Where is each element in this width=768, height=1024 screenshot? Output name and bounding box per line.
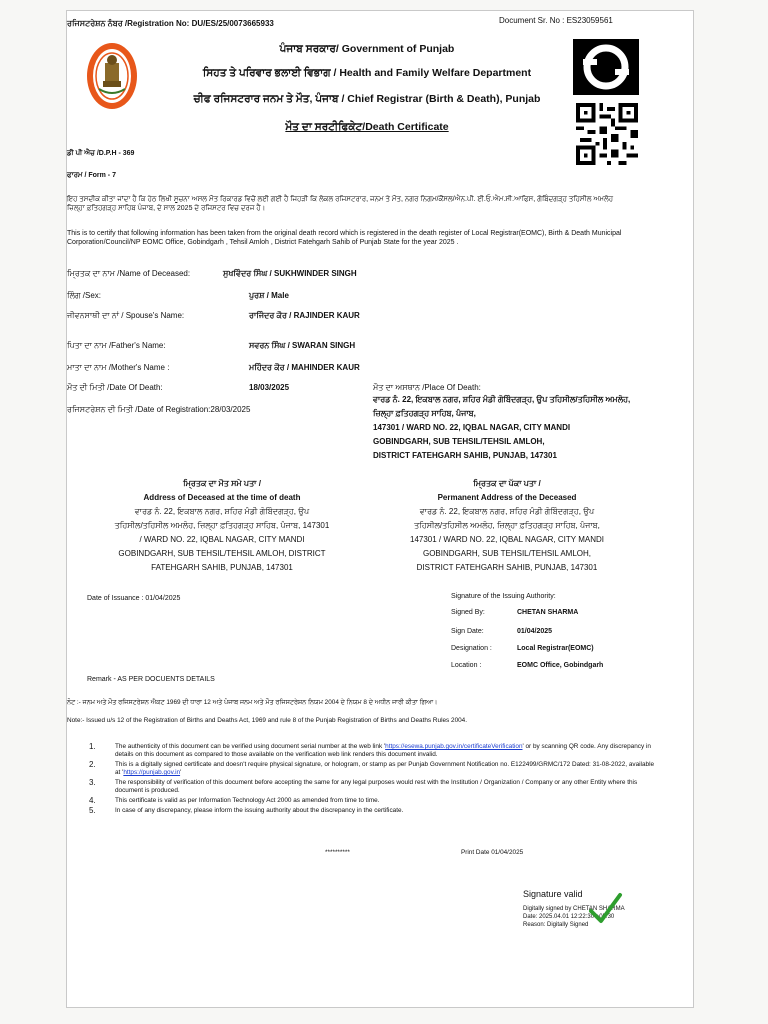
registration-number: ਰਜਿਸਟਰੇਸ਼ਨ ਨੰਬਰ /Registration No: DU/ES/25/0073665933: [67, 19, 274, 28]
intro-english: This is to certify that following information has been taken from the original death record which is registered in the death register of Local Registrar(EOMC), Birth & Death Municipal Corporation/Council/NP EOMC Office, Gobindgarh , Tehsil Amloh , District Fatehgarh Sahib of Punjab State for the year 2025 .: [67, 230, 622, 246]
disclaimer-text: The responsibility of verification of this document before accepting the same for any legal purposes would rest with the Institution / Organization / Company or any other Entity where this document is produced.: [115, 779, 638, 794]
disclaimer-number: 1.: [89, 742, 96, 751]
date-of-registration: ਰਜਿਸਟਰੇਸ਼ਨ ਦੀ ਮਿਤੀ /Date of Registration:28/03/2025: [67, 405, 251, 414]
permanent-address: ਮ੍ਰਿਤਕ ਦਾ ਪੱਕਾ ਪਤਾ / Permanent Address of the Deceased ਵਾਰਡ ਨੰ. 22, ਇਕਬਾਲ ਨਗਰ, ਸ਼ਹਿਰ ਮੰਡੀ ਗੋਬਿੰਦਗੜ੍ਹ, ਉਪ ਤਹਿਸੀਲ/ਤਹਿਸੀਲ ਅਮਲੋਹ, ਜ਼ਿਲ੍ਹਾ ਫ਼ਤਿਹਗੜ੍ਹ ਸਾਹਿਬ, ਪੰਜਾਬ, 147301 / WARD NO. 22, IQBAL NAGAR, CITY MANDI GOBINDGARH, SUB TEHSIL/TEHSIL AMLOH, DISTRICT FATEHGARH SAHIB, PUNJAB, 147301: [410, 479, 604, 572]
disclaimer-number: 4.: [89, 796, 96, 805]
disclaimer-item: [89, 797, 659, 805]
mother-label: ਮਾਤਾ ਦਾ ਨਾਮ /Mother's Name :: [67, 363, 170, 372]
date-of-death-label: ਮੌਤ ਦੀ ਮਿਤੀ /Date Of Death:: [67, 383, 163, 392]
issuing-authority-title: Signature of the Issuing Authority:: [451, 593, 556, 600]
disclaimer-item: [89, 807, 659, 815]
disclaimer-text: In case of any discrepancy, please inform the issuing authority about the discrepancy in the certificate.: [115, 807, 404, 814]
address-at-death: ਮ੍ਰਿਤਕ ਦਾ ਮੌਤ ਸਮੇ ਪਤਾ / Address of Deceased at the time of death ਵਾਰਡ ਨੰ. 22, ਇਕਬਾਲ ਨਗਰ, ਸ਼ਹਿਰ ਮੰਡੀ ਗੋਬਿੰਦਗੜ੍ਹ, ਉਪ ਤਹਿਸੀਲ/ਤਹਿਸੀਲ ਅਮਲੋਹ, ਜ਼ਿਲ੍ਹਾ ਫ਼ਤਿਹਗੜ੍ਹ ਸਾਹਿਬ, ਪੰਜਾਬ, 147301 / WARD NO. 22, IQBAL NAGAR, CITY MANDI GOBINDGARH, SUB TEHSIL/TEHSIL AMLOH, DISTRICT FATEHGARH SAHIB, PUNJAB, 147301: [114, 479, 330, 572]
disclaimer-item: [89, 761, 659, 777]
signature-valid: Signature valid: [523, 889, 583, 899]
checkmark-icon: [587, 891, 623, 927]
location-label: Location :: [451, 662, 482, 669]
verification-link[interactable]: https://esewa.punjab.gov.in/certificateVerification: [385, 743, 523, 750]
signed-by-value: CHETAN SHARMA: [517, 609, 579, 616]
verification-link[interactable]: https://punjab.gov.in: [123, 769, 181, 776]
mother-value: ਮਹਿੰਦਰ ਕੌਰ / MAHINDER KAUR: [249, 363, 360, 372]
name-value: ਸੁਖਵਿੰਦਰ ਸਿੰਘ / SUKHWINDER SINGH: [223, 269, 357, 278]
sign-date-value: 01/04/2025: [517, 628, 553, 635]
remark: Remark - AS PER DOCUENTS DETAILS: [87, 676, 215, 683]
sex-label: ਲਿੰਗ /Sex:: [67, 291, 102, 300]
certificate-title: ਮੌਤ ਦਾ ਸਰਟੀਫਿਕੇਟ/Death Certificate: [285, 121, 449, 133]
esewa-logo-icon: [573, 39, 639, 95]
disclaimer-list: [89, 743, 659, 817]
name-label: ਮ੍ਰਿਤਕ ਦਾ ਨਾਮ /Name of Deceased:: [67, 269, 191, 278]
signed-by-label: Signed By:: [451, 609, 485, 616]
document-serial-number: Document Sr. No : ES23059561: [499, 16, 613, 25]
signature-details: Digitally signed by CHETAN SHARMA Date: 2025.04.01 12:22:30 +05:30 Reason: Digitally Signed: [523, 906, 625, 928]
place-of-death-value: ਵਾਰਡ ਨੰ. 22, ਇਕਬਾਲ ਨਗਰ, ਸ਼ਹਿਰ ਮੰਡੀ ਗੋਬਿੰਦਗੜ੍ਹ, ਉਪ ਤਹਿਸੀਲ/ਤਹਿਸੀਲ ਅਮਲੋਹ, ਜ਼ਿਲ੍ਹਾ ਫ਼ਤਿਹਗੜ੍ਹ ਸਾਹਿਬ, ਪੰਜਾਬ, 147301 / WARD NO. 22, IQBAL NAGAR, CITY MANDI GOBINDGARH, SUB TEHSIL/TEHSIL AMLOH, DISTRICT FATEHGARH SAHIB, PUNJAB, 147301: [373, 395, 631, 460]
disclaimer-item: [89, 743, 659, 759]
place-of-death-label: ਮੌਤ ਦਾ ਅਸਥਾਨ /Place Of Death:: [373, 383, 481, 392]
location-value: EOMC Office, Gobindgarh: [517, 662, 604, 669]
sex-value: ਪੁਰਸ਼ / Male: [249, 291, 289, 300]
print-date: Print Date 01/04/2025: [461, 849, 524, 856]
department-title: ਸਿਹਤ ਤੇ ਪਰਿਵਾਰ ਭਲਾਈ ਵਿਭਾਗ / Health and Family Welfare Department: [202, 67, 532, 79]
intro-punjabi: ਇਹ ਤਸਦੀਕ ਕੀਤਾ ਜਾਂਦਾ ਹੈ ਕਿ ਹੇਠ ਲਿਖੀ ਸੂਚਨਾ ਅਸਲ ਮੌਤ ਰਿਕਾਰਡ ਵਿਚੋਂ ਲਈ ਗਈ ਹੈ ਜਿਹੜੀ ਕਿ ਲੋਕਲ ਰਜਿਸਟਰਾਰ, ਜਨਮ ਤੇ ਮੌਤ, ਨਗਰ ਨਿਗਮ/ਕੌਂਸਲ/ਐਨ.ਪੀ. ਈ.ਓ.ਐਮ.ਸੀ.ਆਫਿਸ, ਗੋਬਿੰਦਗੜ੍ਹ ਤਹਿਸੀਲ ਅਮਲੋਹ ਜ਼ਿਲ੍ਹਾ ਫ਼ਤਿਹਗੜ੍ਹ ਸਾਹਿਬ ਪੰਜਾਬ, ਦੇ ਸਾਲ 2025 ਦੇ ਰਜਿਸਟਰ ਵਿਚ ਦਰਜ ਹੈ।: [67, 196, 614, 212]
note-english: Note:- Issued u/s 12 of the Registration of Births and Deaths Act, 1969 and rule 8 of the Punjab Registration of Births and Deaths Rules 2004.: [67, 717, 468, 724]
designation-label: Designation :: [451, 645, 492, 652]
spouse-label: ਜੀਵਨਸਾਥੀ ਦਾ ਨਾਂ / Spouse's Name:: [67, 311, 185, 320]
government-title: ਪੰਜਾਬ ਸਰਕਾਰ/ Government of Punjab: [279, 43, 455, 55]
form-number: ਫਾਰਮ / Form - 7: [67, 172, 116, 179]
registrar-title: ਚੀਫ ਰਜਿਸਟਰਾਰ ਜਨਮ ਤੇ ਮੌਤ, ਪੰਜਾਬ / Chief Registrar (Birth & Death), Punjab: [193, 93, 541, 105]
disclaimer-item: [89, 779, 659, 795]
designation-value: Local Registrar(EOMC): [517, 645, 594, 652]
father-value: ਸਵਰਨ ਸਿੰਘ / SWARAN SINGH: [249, 341, 356, 350]
disclaimer-text: This certificate is valid as per Information Technology Act 2000 as amended from time to time.: [115, 797, 380, 804]
separator-stars: **********: [325, 849, 350, 856]
sign-date-label: Sign Date:: [451, 628, 484, 635]
father-label: ਪਿਤਾ ਦਾ ਨਾਮ /Father's Name:: [67, 341, 166, 350]
qr-code-icon[interactable]: [575, 103, 639, 165]
disclaimer-text: This is a digitally signed certificate and doesn't require physical signature, or hologram, or stamp as per Punjab Government Notification no. E122499/GRMC/172 Dated: 31-08-2022, available at 'https://punjab.gov.in': [115, 761, 655, 776]
certificate-sheet: [66, 10, 694, 1008]
dph-number: ਡੀ ਪੀ ਐਚ /D.P.H - 369: [67, 150, 135, 157]
disclaimer-text: The authenticity of this document can be verified using document serial number at the web link 'https://esewa.punjab.gov.in/certificateVerification' or by scanning QR code. Any discrepancy in details on this document as compared to those available on the verification web link renders this document invalid.: [115, 743, 651, 758]
date-of-issuance: Date of Issuance : 01/04/2025: [87, 595, 181, 602]
date-of-death-value: 18/03/2025: [249, 383, 290, 392]
disclaimer-number: 3.: [89, 778, 96, 787]
disclaimer-number: 2.: [89, 760, 96, 769]
note-punjabi: ਨੋਟ :- ਜਨਮ ਅਤੇ ਮੌਤ ਰਜਿਸਟਰੇਸ਼ਨ ਐਕਟ 1969 ਦੀ ਧਾਰਾ 12 ਅਤੇ ਪੰਜਾਬ ਜਨਮ ਅਤੇ ਮੌਤ ਰਜਿਸਟਰੇਸ਼ਨ ਨਿਯਮ 2004 ਦੇ ਨਿਯਮ 8 ਦੇ ਅਧੀਨ ਜਾਰੀ ਕੀਤਾ ਗਿਆ।: [67, 699, 438, 706]
disclaimer-number: 5.: [89, 806, 96, 815]
spouse-value: ਰਾਜਿੰਦਰ ਕੌਰ / RAJINDER KAUR: [249, 311, 360, 320]
